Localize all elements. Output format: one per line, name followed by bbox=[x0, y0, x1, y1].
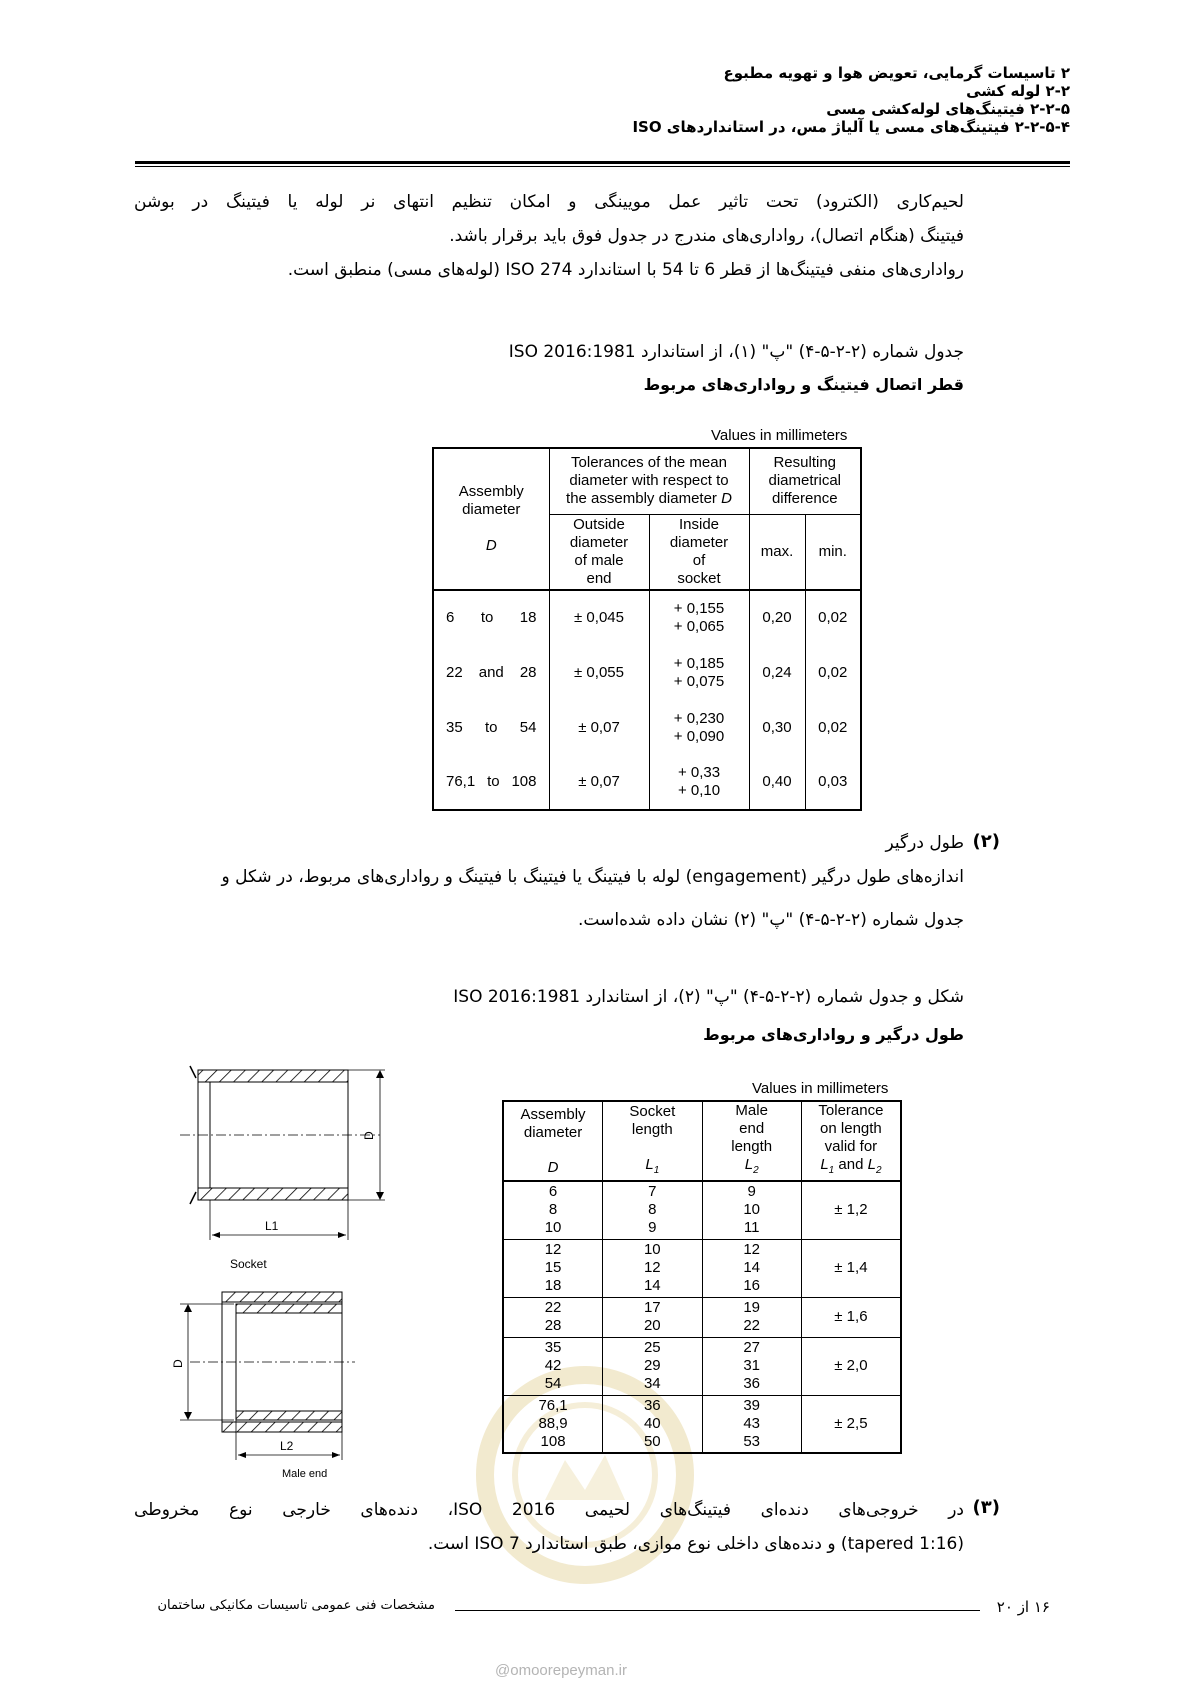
cell-assembly: 6 8 10 bbox=[503, 1181, 603, 1239]
cell-assembly: 6 to 18 bbox=[433, 590, 549, 645]
cell-tolerance: ± 1,4 bbox=[801, 1239, 901, 1297]
table1-caption: جدول شماره (۲-۲-۵-۴) "پ" (۱)، از استاندارد ISO 2016:1981 bbox=[508, 342, 964, 362]
cell-assembly: 76,1 to 108 bbox=[433, 755, 549, 810]
cell-socket: 7 8 9 bbox=[603, 1181, 702, 1239]
intro-line-2: فیتینگ (هنگام اتصال)، رواداری‌های مندرج در جدول فوق باید برقرار باشد. bbox=[449, 226, 964, 246]
th-max: max. bbox=[749, 514, 805, 590]
section2-line-1: اندازه‌های طول درگیر (engagement) لوله با فیتینگ یا فیتینگ با فیتینگ و رواداری‌های مربوط، در شکل و bbox=[221, 867, 964, 887]
male-end-label: Male end bbox=[282, 1468, 328, 1480]
cell-max: 0,24 bbox=[749, 645, 805, 700]
cell-min: 0,02 bbox=[805, 645, 861, 700]
cell-socket: 17 20 bbox=[603, 1297, 702, 1337]
header-subsubsection: ۲-۲-۵-۴ فیتینگ‌های مسی یا آلیاژ مس، در استانداردهای ISO bbox=[632, 118, 1070, 136]
socket-drawing bbox=[180, 1066, 385, 1240]
intro-paragraph bbox=[134, 185, 964, 219]
table1 bbox=[432, 447, 862, 811]
cell-max: 0,20 bbox=[749, 590, 805, 645]
table-row bbox=[503, 1297, 901, 1337]
cell-max: 0,30 bbox=[749, 700, 805, 755]
footer-rule bbox=[455, 1610, 980, 1611]
table-row bbox=[503, 1337, 901, 1395]
cell-assembly: 12 15 18 bbox=[503, 1239, 603, 1297]
th-inside-diameter: Inside diameter of socket bbox=[649, 514, 749, 590]
cell-male: 9 10 11 bbox=[702, 1181, 801, 1239]
th-tolerances: Tolerances of the mean diameter with respect to the assembly diameter D bbox=[549, 448, 749, 514]
socket-label: Socket bbox=[230, 1257, 267, 1271]
dim-l2-label: L2 bbox=[280, 1439, 294, 1453]
th-outside-diameter: Outside diameter of male end bbox=[549, 514, 649, 590]
table1-units: Values in millimeters bbox=[711, 427, 848, 444]
cell-tolerance: ± 1,2 bbox=[801, 1181, 901, 1239]
th-male-end-length: Male end length $L_2$ bbox=[702, 1101, 801, 1181]
cell-assembly: 22 28 bbox=[503, 1297, 603, 1337]
cell-outside: ± 0,07 bbox=[549, 700, 649, 755]
cell-tolerance: ± 1,6 bbox=[801, 1297, 901, 1337]
cell-socket: 10 12 14 bbox=[603, 1239, 702, 1297]
cell-inside: + 0,230 + 0,090 bbox=[649, 700, 749, 755]
table2-title: طول درگیر و رواداری‌های مربوط bbox=[703, 1025, 964, 1044]
cell-inside: + 0,185 + 0,075 bbox=[649, 645, 749, 700]
male-end-drawing bbox=[180, 1292, 355, 1460]
cell-tolerance: ± 2,5 bbox=[801, 1395, 901, 1453]
cell-male: 27 31 36 bbox=[702, 1337, 801, 1395]
cell-min: 0,03 bbox=[805, 755, 861, 810]
table1-title: قطر اتصال فیتینگ و رواداری‌های مربوط bbox=[643, 375, 964, 394]
header-subsection: ۲-۲-۵ فیتینگ‌های لوله‌کشی مسی bbox=[826, 100, 1070, 118]
th-resulting-difference: Resulting diametrical difference bbox=[749, 448, 861, 514]
table2 bbox=[502, 1100, 902, 1454]
table-row bbox=[433, 700, 861, 755]
page-number: ۱۶ از ۲۰ bbox=[996, 1598, 1050, 1616]
section3-line-1: در خروجی‌های دنده‌ای فیتینگ‌های لحیمی ISO 2016، دنده‌های خارجی نوع مخروطی bbox=[134, 1500, 964, 1520]
header-chapter: ۲ تاسیسات گرمایی، تعویض هوا و تهویه مطبوع bbox=[723, 64, 1070, 82]
cell-min: 0,02 bbox=[805, 590, 861, 645]
table2-caption: شکل و جدول شماره (۲-۲-۵-۴) "پ" (۲)، از استاندارد ISO 2016:1981 bbox=[453, 987, 964, 1007]
section3-line-2: (tapered 1:16) و دنده‌های داخلی نوع موازی، طبق استاندارد ISO 7 است. bbox=[427, 1534, 964, 1554]
cell-socket: 25 29 34 bbox=[603, 1337, 702, 1395]
cell-assembly: 76,1 88,9 108 bbox=[503, 1395, 603, 1453]
cell-socket: 36 40 50 bbox=[603, 1395, 702, 1453]
cell-male: 12 14 16 bbox=[702, 1239, 801, 1297]
cell-male: 19 22 bbox=[702, 1297, 801, 1337]
dim-l1-label: L1 bbox=[265, 1219, 279, 1233]
cell-tolerance: ± 2,0 bbox=[801, 1337, 901, 1395]
section2-number: (۲) bbox=[972, 831, 1000, 852]
table-row bbox=[503, 1239, 901, 1297]
th-assembly-diameter: Assembly diameter D bbox=[503, 1101, 603, 1181]
cell-min: 0,02 bbox=[805, 700, 861, 755]
footer-watermark: @omoorepeyman.ir bbox=[495, 1662, 627, 1679]
section2-line-2: جدول شماره (۲-۲-۵-۴) "پ" (۲) نشان داده شده‌است. bbox=[578, 910, 964, 930]
cell-outside: ± 0,07 bbox=[549, 755, 649, 810]
th-tolerance: Tolerance on length valid for $L_1$ and $L_2$ bbox=[801, 1101, 901, 1181]
table2-units: Values in millimeters bbox=[752, 1080, 889, 1097]
header-section: ۲-۲ لوله کشی bbox=[966, 82, 1070, 100]
cell-assembly: 35 to 54 bbox=[433, 700, 549, 755]
th-assembly-diameter: Assembly diameter D bbox=[433, 448, 549, 590]
table-row bbox=[503, 1181, 901, 1239]
cell-inside: + 0,33 + 0,10 bbox=[649, 755, 749, 810]
th-socket-length: Socket length $L_1$ bbox=[603, 1101, 702, 1181]
running-header bbox=[370, 64, 1070, 136]
table-row bbox=[433, 590, 861, 645]
header-rule-thick bbox=[135, 161, 1070, 164]
section3-number: (۳) bbox=[972, 1497, 1000, 1518]
intro-line-3: رواداری‌های منفی فیتینگ‌ها از قطر 6 تا 54 با استاندارد ISO 274 (لوله‌های مسی) منطبق است. bbox=[287, 260, 964, 280]
table-row bbox=[503, 1395, 901, 1453]
cell-inside: + 0,155 + 0,065 bbox=[649, 590, 749, 645]
cell-outside: ± 0,045 bbox=[549, 590, 649, 645]
th-min: min. bbox=[805, 514, 861, 590]
engagement-drawing bbox=[170, 1060, 430, 1480]
section2-title: طول درگیر bbox=[885, 833, 964, 853]
header-rule-thin bbox=[135, 166, 1070, 167]
dim-d-label: D bbox=[362, 1131, 376, 1140]
cell-male: 39 43 53 bbox=[702, 1395, 801, 1453]
footer-doc-title: مشخصات فنی عمومی تاسیسات مکانیکی ساختمان bbox=[157, 1598, 435, 1613]
table-row bbox=[433, 755, 861, 810]
cell-assembly: 35 42 54 bbox=[503, 1337, 603, 1395]
cell-max: 0,40 bbox=[749, 755, 805, 810]
intro-line-1: لحیم‌کاری (الکترود) تحت تاثیر عمل مویینگی و امکان تنظیم انتهای نر لوله یا فیتینگ در بوشن bbox=[134, 192, 964, 212]
cell-assembly: 22 and 28 bbox=[433, 645, 549, 700]
dim-d-label-2: D bbox=[171, 1359, 185, 1368]
cell-outside: ± 0,055 bbox=[549, 645, 649, 700]
table-row bbox=[433, 645, 861, 700]
